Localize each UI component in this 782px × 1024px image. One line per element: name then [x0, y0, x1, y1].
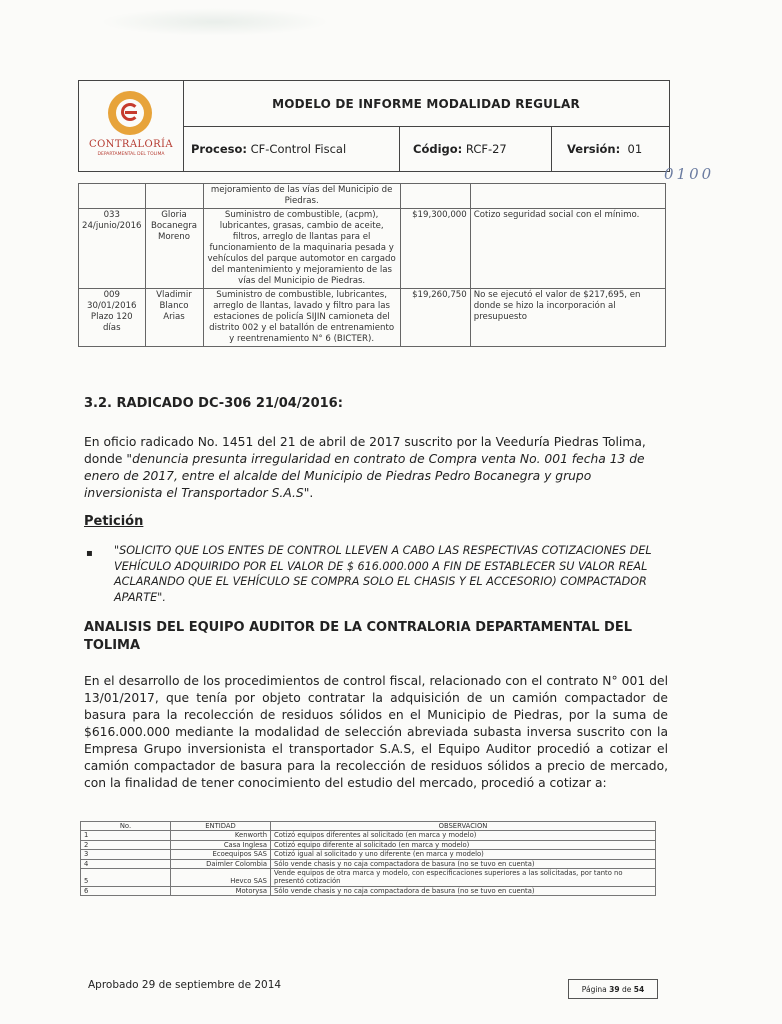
table-cell — [400, 184, 470, 209]
table-header-row — [81, 822, 656, 831]
table-row — [79, 209, 666, 289]
row-number: 5 — [81, 869, 171, 887]
version-label: Versión: — [567, 141, 621, 156]
row-number: 1 — [81, 831, 171, 840]
header-title: MODELO DE INFORME MODALIDAD REGULAR — [183, 81, 669, 127]
table-header: No. — [81, 822, 171, 831]
row-entity: Kenworth — [171, 831, 271, 840]
table-row — [81, 859, 656, 868]
handwritten-folio: 0100 — [664, 165, 715, 183]
paragraph-end: ". — [303, 486, 314, 500]
page-of: de — [622, 984, 632, 994]
page-current: 39 — [609, 984, 620, 994]
table-row — [81, 840, 656, 849]
paragraph-denuncia — [84, 434, 668, 502]
table-cell: 033 24/junio/2016 — [79, 209, 146, 289]
bullet-icon: ▪ — [86, 548, 93, 559]
row-entity: Daimler Colombia — [171, 859, 271, 868]
logo-cell — [79, 81, 184, 171]
codigo-label: Código: — [413, 141, 463, 156]
quotes-table — [80, 821, 656, 896]
page-total: 54 — [633, 984, 645, 994]
codigo-value: RCF-27 — [465, 141, 507, 156]
row-number: 3 — [81, 850, 171, 859]
version-value: 01 — [627, 141, 643, 156]
table-cell: Suministro de combustible, lubricantes, arreglo de llantas, lavado y filtro para las estaciones de policía SIJIN camioneta del distrito 002 y el batallón de entrenamiento y reentrenamiento N° 6 (BICTER). — [203, 289, 400, 347]
divider — [551, 126, 552, 171]
codigo-cell — [413, 126, 553, 171]
version-cell — [567, 126, 667, 171]
peticion-heading: Petición — [84, 514, 144, 529]
row-number: 6 — [81, 886, 171, 895]
logo-bar — [125, 111, 137, 114]
row-observation: Sólo vende chasis y no caja compactadora de basura (no se tuvo en cuenta) — [271, 886, 656, 895]
row-observation: Sólo vende chasis y no caja compactadora de basura (no se tuvo en cuenta) — [271, 859, 656, 868]
row-entity: Ecoequipos SAS — [171, 850, 271, 859]
scan-smudge — [100, 8, 330, 36]
page-number-box — [568, 979, 658, 999]
table-row — [81, 869, 656, 887]
proceso-value: CF-Control Fiscal — [250, 141, 347, 156]
table-row — [81, 886, 656, 895]
table-cell: Gloria Bocanegra Moreno — [145, 209, 203, 289]
page-label: Página — [581, 984, 607, 994]
table-cell — [470, 184, 665, 209]
peticion-text: "SOLICITO QUE LOS ENTES DE CONTROL LLEVEN A CABO LAS RESPECTIVAS COTIZACIONES DEL VEHÍCULO ADQUIRIDO POR EL VALOR DE $ 616.000.000 A FIN DE ESTABLECER SU VALOR REAL ACLARANDO QUE EL VEHÍCULO SE COMPRA SOLO EL CHASIS Y EL ACCESORIO) COMPACTADOR APARTE". — [114, 544, 652, 604]
footer-approved: Aprobado 29 de septiembre de 2014 — [88, 979, 282, 991]
analysis-heading: ANALISIS DEL EQUIPO AUDITOR DE LA CONTRALORIA DEPARTAMENTAL DEL TOLIMA — [84, 620, 632, 653]
row-observation: Cotizó igual al solicitado y uno diferente (en marca y modelo) — [271, 850, 656, 859]
table-row — [81, 850, 656, 859]
row-entity: Casa Inglesa — [171, 840, 271, 849]
section-heading: 3.2. RADICADO DC-306 21/04/2016: — [84, 396, 343, 411]
proceso-cell — [191, 126, 411, 171]
table-cell — [145, 184, 203, 209]
row-entity: Hevco SAS — [171, 869, 271, 887]
contracts-table — [78, 183, 666, 347]
row-observation: Cotizó equipos diferentes al solicitado (en marca y modelo) — [271, 831, 656, 840]
proceso-label: Proceso: — [191, 141, 247, 156]
table-cell: Suministro de combustible, (acpm), lubricantes, grasas, cambio de aceite, filtros, arreglo de llantas para el funcionamiento de la maquinaria pesada y vehículos del parque automotor en cargado del mantenimiento y mejoramiento de las vías del Municipio de Piedras. — [203, 209, 400, 289]
logo-text: CONTRALORÍA — [89, 139, 173, 150]
table-row — [81, 831, 656, 840]
paragraph-italic: denuncia presunta irregularidad en contrato de Compra venta No. 001 fecha 13 de enero de 2017, entre el alcalde del Municipio de Piedras Pedro Bocanegra y grupo inversionista el Transportador S.A.S — [84, 452, 645, 500]
table-header: OBSERVACION — [271, 822, 656, 831]
table-header: ENTIDAD — [171, 822, 271, 831]
divider — [399, 126, 400, 171]
table-cell: Vladimir Blanco Arias — [145, 289, 203, 347]
row-observation: Vende equipos de otra marca y modelo, con especificaciones superiores a las solicitadas, por tanto no presentó cotización — [271, 869, 656, 887]
paragraph-text: En oficio radicado No. 1451 del 21 de abril de 2017 suscrito por la Veeduría Piedras Tolima, donde " — [84, 435, 646, 466]
row-observation: Cotizó equipo diferente al solicitado (en marca y modelo) — [271, 840, 656, 849]
logo-subtext: DEPARTAMENTAL DEL TOLIMA — [97, 152, 165, 157]
row-entity: Motorysa — [171, 886, 271, 895]
document-header — [78, 80, 670, 172]
table-cell: No se ejecutó el valor de $217,695, en donde se hizo la incorporación al presupuesto — [470, 289, 665, 347]
table-cell: 009 30/01/2016 Plazo 120 días — [79, 289, 146, 347]
table-cell — [79, 184, 146, 209]
table-cell: mejoramiento de las vías del Municipio de Piedras. — [203, 184, 400, 209]
table-row — [79, 184, 666, 209]
table-cell: $19,260,750 — [400, 289, 470, 347]
paragraph-analysis: En el desarrollo de los procedimientos de control fiscal, relacionado con el contrato N° 001 del 13/01/2017, que tenía por objeto contratar la adquisición de un camión compactador de basura para la recolección de residuos sólidos en el Municipio de Piedras, por la suma de $616.000.000 mediante la modalidad de selección abreviada subasta inversa suscrito con la Empresa Grupo inversionista el transportador S.A.S, el Equipo Auditor procedió a cotizar el camión compactador de basura para la recolección de residuos sólidos a precio de mercado, con la finalidad de tener conocimiento del estudio del mercado, procedió a cotizar a: — [84, 674, 668, 790]
table-cell: Cotizo seguridad social con el mínimo. — [470, 209, 665, 289]
row-number: 2 — [81, 840, 171, 849]
table-row — [79, 289, 666, 347]
row-number: 4 — [81, 859, 171, 868]
table-cell: $19,300,000 — [400, 209, 470, 289]
